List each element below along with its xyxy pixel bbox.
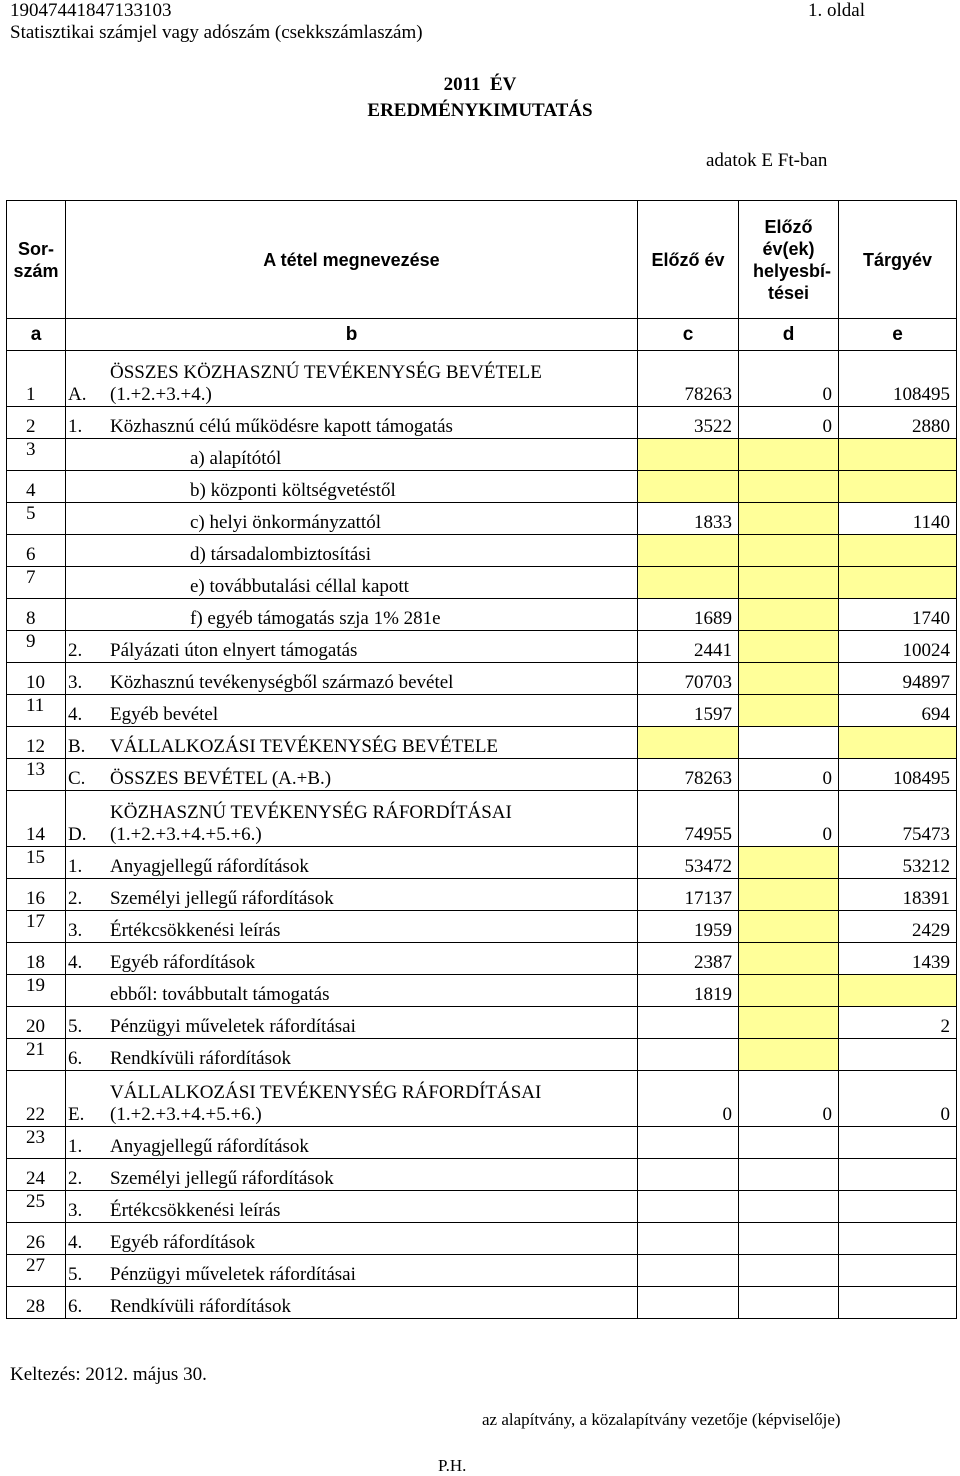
row-label: c) helyi önkormányzattól <box>190 512 381 533</box>
row-number: 28 <box>7 1287 66 1319</box>
row-number: 25 <box>7 1191 66 1223</box>
row-label: ebből: továbbutalt támogatás <box>110 984 330 1005</box>
value-d <box>739 911 839 943</box>
value-e: 0 <box>839 1071 957 1127</box>
value-d <box>739 1287 839 1319</box>
row-number: 11 <box>7 695 66 727</box>
row-label: Személyi jellegű ráfordítások <box>110 888 334 909</box>
row-label: VÁLLALKOZÁSI TEVÉKENYSÉG RÁFORDÍTÁSAI (1.+2.+3.+4.+5.+6.) <box>110 1082 542 1125</box>
table-row <box>7 847 957 879</box>
letter-c: c <box>638 319 739 351</box>
value-c: 1959 <box>638 911 739 943</box>
row-letter: 6. <box>68 1296 83 1317</box>
value-d <box>739 1039 839 1071</box>
row-label-cell <box>66 847 638 879</box>
signature-label: az alapítvány, a közalapítvány vezetője (képviselője) <box>482 1410 841 1429</box>
table-row <box>7 439 957 471</box>
row-letter: 2. <box>68 888 83 909</box>
table-row <box>7 695 957 727</box>
value-e <box>839 1223 957 1255</box>
row-letter: 4. <box>68 1232 83 1253</box>
table-row <box>7 911 957 943</box>
row-label: Anyagjellegű ráfordítások <box>110 1136 309 1157</box>
value-e: 18391 <box>839 879 957 911</box>
value-d <box>739 663 839 695</box>
row-label-cell <box>66 567 638 599</box>
row-label: Pénzügyi műveletek ráfordításai <box>110 1264 356 1285</box>
col-helyesbites: Előző év(ek) helyesbí-tései <box>739 201 839 319</box>
table-row <box>7 1159 957 1191</box>
table-row <box>7 663 957 695</box>
value-d: 0 <box>739 407 839 439</box>
row-label-cell <box>66 791 638 847</box>
value-c: 74955 <box>638 791 739 847</box>
value-d <box>739 1255 839 1287</box>
row-number: 18 <box>7 943 66 975</box>
value-c: 0 <box>638 1071 739 1127</box>
value-c: 1833 <box>638 503 739 535</box>
row-label: Rendkívüli ráfordítások <box>110 1296 291 1317</box>
row-letter: 2. <box>68 640 83 661</box>
value-e <box>839 1287 957 1319</box>
row-number: 21 <box>7 1039 66 1071</box>
row-letter: D. <box>68 824 87 845</box>
row-label-cell <box>66 1159 638 1191</box>
row-letter: C. <box>68 768 86 789</box>
row-number: 7 <box>7 567 66 599</box>
row-number: 22 <box>7 1071 66 1127</box>
value-d <box>739 535 839 567</box>
row-label: Anyagjellegű ráfordítások <box>110 856 309 877</box>
document-id: 19047441847133103 <box>10 0 172 21</box>
table-row <box>7 631 957 663</box>
row-letter: 3. <box>68 672 83 693</box>
value-d <box>739 503 839 535</box>
value-d <box>739 879 839 911</box>
table-row <box>7 351 957 407</box>
value-e: 75473 <box>839 791 957 847</box>
value-d <box>739 439 839 471</box>
value-c <box>638 1287 739 1319</box>
value-e: 10024 <box>839 631 957 663</box>
value-d <box>739 1223 839 1255</box>
value-c <box>638 567 739 599</box>
row-label-cell <box>66 1223 638 1255</box>
value-d <box>739 1127 839 1159</box>
value-d <box>739 471 839 503</box>
row-letter: 1. <box>68 856 83 877</box>
row-letter: 5. <box>68 1264 83 1285</box>
row-label-cell <box>66 407 638 439</box>
value-d: 0 <box>739 1071 839 1127</box>
table-row <box>7 407 957 439</box>
table-row <box>7 471 957 503</box>
value-d <box>739 567 839 599</box>
value-d <box>739 695 839 727</box>
row-number: 9 <box>7 631 66 663</box>
value-c: 17137 <box>638 879 739 911</box>
row-label-cell <box>66 1071 638 1127</box>
subtitle: Statisztikai számjel vagy adószám (csekkszámlaszám) <box>10 22 423 43</box>
row-label: ÖSSZES BEVÉTEL (A.+B.) <box>110 768 332 789</box>
row-number: 3 <box>7 439 66 471</box>
row-number: 1 <box>7 351 66 407</box>
row-number: 26 <box>7 1223 66 1255</box>
date-label: Keltezés: 2012. május 30. <box>10 1364 207 1385</box>
row-letter: 3. <box>68 920 83 941</box>
value-d: 0 <box>739 759 839 791</box>
value-e <box>839 1127 957 1159</box>
table-header-row <box>7 201 957 319</box>
row-label: Rendkívüli ráfordítások <box>110 1048 291 1069</box>
value-d <box>739 1007 839 1039</box>
value-e <box>839 1255 957 1287</box>
value-c <box>638 1191 739 1223</box>
page-title: EREDMÉNYKIMUTATÁS <box>367 100 593 121</box>
row-label: Személyi jellegű ráfordítások <box>110 1168 334 1189</box>
row-label-cell <box>66 1287 638 1319</box>
column-letter-row <box>7 319 957 351</box>
row-label: e) továbbutalási céllal kapott <box>190 576 409 597</box>
row-label: f) egyéb támogatás szja 1% 281e <box>190 608 441 629</box>
row-letter: 1. <box>68 1136 83 1157</box>
value-e: 1439 <box>839 943 957 975</box>
row-label: d) társadalombiztosítási <box>190 544 371 565</box>
row-number: 16 <box>7 879 66 911</box>
value-c: 1819 <box>638 975 739 1007</box>
row-label-cell <box>66 879 638 911</box>
value-c: 1689 <box>638 599 739 631</box>
value-e <box>839 567 957 599</box>
row-letter: 2. <box>68 1168 83 1189</box>
row-label-cell <box>66 535 638 567</box>
table-row <box>7 535 957 567</box>
value-d <box>739 943 839 975</box>
row-number: 14 <box>7 791 66 847</box>
letter-a: a <box>7 319 66 351</box>
row-letter: A. <box>68 384 87 405</box>
row-number: 24 <box>7 1159 66 1191</box>
row-label-cell <box>66 503 638 535</box>
table-row <box>7 567 957 599</box>
table-row <box>7 1039 957 1071</box>
row-label: Egyéb bevétel <box>110 704 219 725</box>
value-d: 0 <box>739 791 839 847</box>
row-label-cell <box>66 351 638 407</box>
row-number: 20 <box>7 1007 66 1039</box>
row-number: 6 <box>7 535 66 567</box>
row-label-cell <box>66 975 638 1007</box>
value-c: 53472 <box>638 847 739 879</box>
value-c: 3522 <box>638 407 739 439</box>
row-label: Értékcsökkenési leírás <box>110 1200 281 1221</box>
value-e <box>839 727 957 759</box>
row-label-cell <box>66 471 638 503</box>
table-row <box>7 943 957 975</box>
row-number: 13 <box>7 759 66 791</box>
row-label-cell <box>66 663 638 695</box>
table-row <box>7 727 957 759</box>
value-c: 2441 <box>638 631 739 663</box>
value-c <box>638 1127 739 1159</box>
row-label: Pályázati úton elnyert támogatás <box>110 640 358 661</box>
row-letter: 4. <box>68 704 83 725</box>
row-label-cell <box>66 1191 638 1223</box>
table-row <box>7 1191 957 1223</box>
letter-e: e <box>839 319 957 351</box>
letter-b: b <box>66 319 638 351</box>
col-elozo-ev: Előző év <box>638 201 739 319</box>
col-targyev: Tárgyév <box>839 201 957 319</box>
value-e <box>839 1039 957 1071</box>
row-letter: B. <box>68 736 86 757</box>
row-label: a) alapítótól <box>190 448 282 469</box>
row-label-cell <box>66 1127 638 1159</box>
row-label: b) központi költségvetéstől <box>190 480 396 501</box>
value-e: 94897 <box>839 663 957 695</box>
value-e: 2429 <box>839 911 957 943</box>
ph-label: P.H. <box>438 1456 467 1475</box>
value-e <box>839 1159 957 1191</box>
row-label-cell <box>66 1255 638 1287</box>
table-row <box>7 1223 957 1255</box>
value-e: 2 <box>839 1007 957 1039</box>
row-number: 27 <box>7 1255 66 1287</box>
table-row <box>7 879 957 911</box>
value-d: 0 <box>739 351 839 407</box>
year-label: 2011 ÉV <box>443 74 517 95</box>
row-label: VÁLLALKOZÁSI TEVÉKENYSÉG BEVÉTELE <box>110 736 499 757</box>
row-label: Értékcsökkenési leírás <box>110 920 281 941</box>
value-d <box>739 975 839 1007</box>
value-d <box>739 727 839 759</box>
value-c: 70703 <box>638 663 739 695</box>
table-row <box>7 1287 957 1319</box>
value-c <box>638 1255 739 1287</box>
value-e <box>839 1191 957 1223</box>
row-number: 23 <box>7 1127 66 1159</box>
value-d <box>739 847 839 879</box>
table-row <box>7 599 957 631</box>
row-letter: 1. <box>68 416 83 437</box>
row-label: Egyéb ráfordítások <box>110 1232 256 1253</box>
row-number: 15 <box>7 847 66 879</box>
row-label-cell <box>66 759 638 791</box>
value-e: 108495 <box>839 351 957 407</box>
table-row <box>7 503 957 535</box>
value-e <box>839 535 957 567</box>
row-label-cell <box>66 1039 638 1071</box>
value-c: 2387 <box>638 943 739 975</box>
value-d <box>739 631 839 663</box>
row-label-cell <box>66 911 638 943</box>
value-e <box>839 975 957 1007</box>
row-label-cell <box>66 631 638 663</box>
page-number: 1. oldal <box>808 0 865 21</box>
income-statement-table <box>6 200 957 1319</box>
table-row <box>7 975 957 1007</box>
table-row <box>7 791 957 847</box>
row-number: 12 <box>7 727 66 759</box>
value-c <box>638 1039 739 1071</box>
row-number: 4 <box>7 471 66 503</box>
table-row <box>7 759 957 791</box>
value-c: 78263 <box>638 351 739 407</box>
row-label: KÖZHASZNÚ TEVÉKENYSÉG RÁFORDÍTÁSAI (1.+2.+3.+4.+5.+6.) <box>110 802 512 845</box>
value-e: 1140 <box>839 503 957 535</box>
row-label-cell <box>66 727 638 759</box>
value-c <box>638 1223 739 1255</box>
row-label: Pénzügyi műveletek ráfordításai <box>110 1016 356 1037</box>
value-c <box>638 535 739 567</box>
row-number: 8 <box>7 599 66 631</box>
row-letter: 5. <box>68 1016 83 1037</box>
row-number: 19 <box>7 975 66 1007</box>
table-row <box>7 1255 957 1287</box>
value-d <box>739 1191 839 1223</box>
value-e: 108495 <box>839 759 957 791</box>
value-c <box>638 439 739 471</box>
value-d <box>739 599 839 631</box>
value-d <box>739 1159 839 1191</box>
row-letter: 3. <box>68 1200 83 1221</box>
row-label-cell <box>66 599 638 631</box>
row-label-cell <box>66 1007 638 1039</box>
row-label: Közhasznú tevékenységből származó bevétel <box>110 672 454 693</box>
row-letter: E. <box>68 1104 85 1125</box>
row-label-cell <box>66 943 638 975</box>
value-c <box>638 1007 739 1039</box>
value-e: 53212 <box>839 847 957 879</box>
row-number: 17 <box>7 911 66 943</box>
value-c: 78263 <box>638 759 739 791</box>
row-label: Egyéb ráfordítások <box>110 952 256 973</box>
col-megnevezes: A tétel megnevezése <box>66 201 638 319</box>
table-body <box>7 351 957 1319</box>
table-row <box>7 1071 957 1127</box>
row-label: ÖSSZES KÖZHASZNÚ TEVÉKENYSÉG BEVÉTELE (1.+2.+3.+4.) <box>110 362 542 405</box>
row-number: 2 <box>7 407 66 439</box>
value-c <box>638 471 739 503</box>
value-c <box>638 727 739 759</box>
row-label: Közhasznú célú működésre kapott támogatás <box>110 416 453 437</box>
col-sorszam: Sor-szám <box>7 201 66 319</box>
row-label-cell <box>66 695 638 727</box>
unit-label: adatok E Ft-ban <box>706 150 828 171</box>
value-e: 1740 <box>839 599 957 631</box>
value-e: 694 <box>839 695 957 727</box>
value-c: 1597 <box>638 695 739 727</box>
table-row <box>7 1127 957 1159</box>
row-label-cell <box>66 439 638 471</box>
value-e <box>839 471 957 503</box>
row-letter: 4. <box>68 952 83 973</box>
row-number: 5 <box>7 503 66 535</box>
value-e: 2880 <box>839 407 957 439</box>
row-letter: 6. <box>68 1048 83 1069</box>
letter-d: d <box>739 319 839 351</box>
value-e <box>839 439 957 471</box>
table-row <box>7 1007 957 1039</box>
row-number: 10 <box>7 663 66 695</box>
value-c <box>638 1159 739 1191</box>
